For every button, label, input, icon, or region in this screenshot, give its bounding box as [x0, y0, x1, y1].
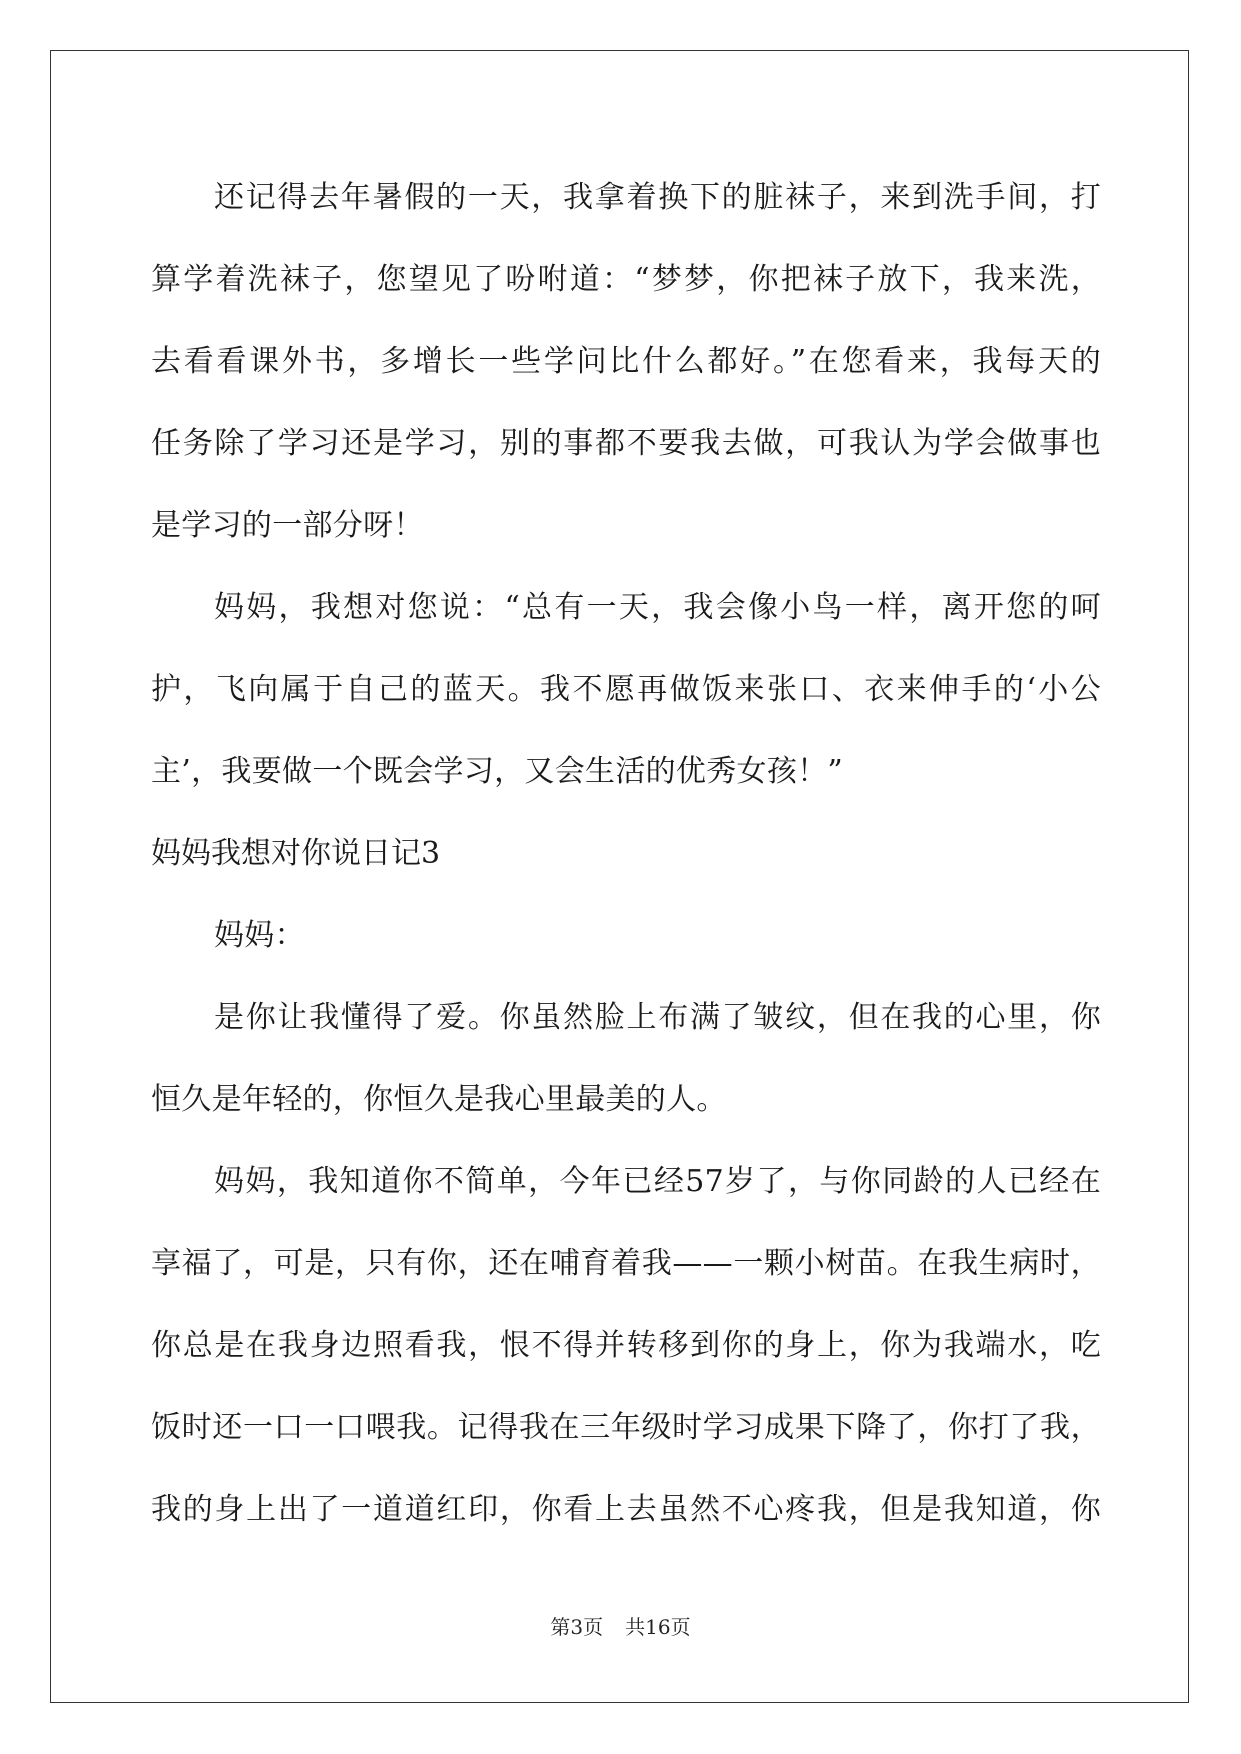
paragraph-line: 护，飞向属于自己的蓝天。我不愿再做饭来张口、衣来伸手的‘小公: [151, 672, 1101, 707]
paragraph-line: 算学着洗袜子，您望见了吩咐道：“梦梦，你把袜子放下，我来洗，: [151, 262, 1101, 297]
page-total: 共16页: [625, 1615, 691, 1639]
paragraph-line: 妈妈，我知道你不简单，今年已经57岁了，与你同龄的人已经在: [214, 1164, 1101, 1199]
paragraph-line: 你总是在我身边照看我，恨不得并转移到你的身上，你为我端水，吃: [151, 1328, 1101, 1363]
paragraph-line: 还记得去年暑假的一天，我拿着换下的脏袜子，来到洗手间，打: [214, 180, 1101, 215]
paragraph-line: 是学习的一部分呀！: [151, 508, 424, 543]
document-body: [151, 157, 1101, 1551]
paragraph-line: 妈妈，我想对您说：“总有一天，我会像小鸟一样，离开您的呵: [214, 590, 1101, 625]
page-number: 第3页: [550, 1615, 604, 1639]
paragraph-line: 饭时还一口一口喂我。记得我在三年级时学习成果下降了，你打了我，: [151, 1410, 1101, 1445]
paragraph-line: 任务除了学习还是学习，别的事都不要我去做，可我认为学会做事也: [151, 426, 1101, 461]
paragraph-line: 恒久是年轻的，你恒久是我心里最美的人。: [151, 1082, 727, 1117]
paragraph-line: 我的身上出了一道道红印，你看上去虽然不心疼我，但是我知道，你: [151, 1492, 1101, 1527]
paragraph-line: 去看看课外书，多增长一些学问比什么都好。”在您看来，我每天的: [151, 344, 1101, 379]
paragraph-line: 享福了，可是，只有你，还在哺育着我——一颗小树苗。在我生病时，: [151, 1246, 1101, 1281]
paragraph-line: 主’，我要做一个既会学习，又会生活的优秀女孩！”: [151, 754, 844, 789]
section-heading: 妈妈我想对你说日记3: [151, 836, 441, 871]
salutation: 妈妈：: [214, 918, 305, 953]
paragraph-line: 是你让我懂得了爱。你虽然脸上布满了皱纹，但在我的心里，你: [214, 1000, 1101, 1035]
page-footer: [0, 1611, 1241, 1640]
